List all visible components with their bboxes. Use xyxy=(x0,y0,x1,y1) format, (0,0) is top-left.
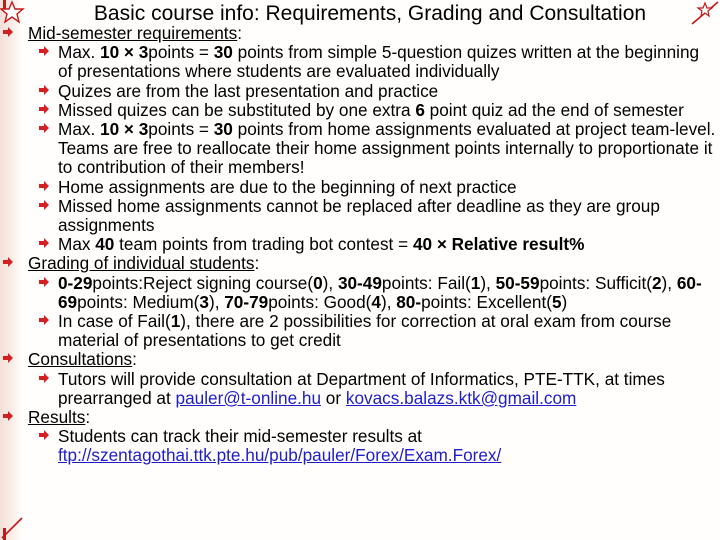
text: points: Medium( xyxy=(77,291,200,312)
text: ), xyxy=(380,291,397,312)
text: points from simple 5-question quizes written at the beginning of presentations where students are evaluated individually xyxy=(58,42,700,82)
text: Missed home assignments cannot be replaced after deadline as they are group assignments xyxy=(58,195,660,236)
text: ), xyxy=(480,272,496,293)
text: Home assignments are due to the beginning of next practice xyxy=(58,176,517,197)
section-consultations: Consultations: xyxy=(0,350,720,369)
arrow-bullet-icon xyxy=(38,276,50,288)
arrow-bullet-icon xyxy=(38,103,50,115)
section-results: Results: xyxy=(0,408,720,427)
text: Quizes are from the last presentation and practice xyxy=(58,80,439,101)
text: In case of Fail( xyxy=(58,311,171,332)
list-item xyxy=(0,197,720,235)
bold-value: 70-79 xyxy=(224,291,269,312)
section-heading: Results xyxy=(28,407,86,428)
text: point quiz ad the end of semester xyxy=(424,99,684,120)
arrow-bullet-icon xyxy=(38,180,50,192)
bold-value: 40 xyxy=(95,234,115,255)
list-item xyxy=(0,82,720,101)
text: points: Fail( xyxy=(381,272,471,293)
email-link-kovacs[interactable]: kovacs.balazs.ktk@gmail.com xyxy=(345,387,577,408)
bold-value: 80- xyxy=(396,291,422,312)
arrow-bullet-icon xyxy=(38,84,50,96)
text: or xyxy=(321,387,346,408)
section-grading: Grading of individual students: xyxy=(0,254,720,273)
arrow-bullet-icon xyxy=(38,429,50,441)
email-link-pauler[interactable]: pauler@t-online.hu xyxy=(175,387,322,408)
bold-value: 30 xyxy=(213,119,233,140)
section-heading: Consultations xyxy=(28,349,133,370)
arrow-bullet-icon xyxy=(38,45,50,57)
list-item xyxy=(0,235,720,254)
list-item xyxy=(0,427,720,465)
bold-value: 1 xyxy=(470,272,481,293)
bold-value: 40 × Relative result% xyxy=(412,234,585,255)
text: Max. xyxy=(58,119,101,140)
bold-value: 5 xyxy=(551,291,562,312)
text: ), xyxy=(661,272,677,293)
section-heading: Mid-semester requirements xyxy=(28,23,238,43)
text: points: Excellent( xyxy=(421,291,552,312)
text: points = xyxy=(148,42,214,63)
bold-value: 30-49 xyxy=(337,272,382,293)
text: points: Sufficit( xyxy=(539,272,652,293)
list-item xyxy=(0,274,720,312)
bold-value: 0 xyxy=(313,272,323,293)
text: Students can track their mid-semester results at xyxy=(58,426,422,447)
bold-value: 6 xyxy=(415,99,425,120)
bold-value: 1 xyxy=(170,311,181,332)
text: Missed quizes can be substituted by one extra xyxy=(58,99,416,120)
arrow-bullet-icon xyxy=(38,314,50,326)
text: points = xyxy=(148,119,214,140)
text: Max. xyxy=(58,42,101,63)
text: team points from trading bot contest = xyxy=(114,234,413,255)
section-heading: Grading of individual students xyxy=(28,253,255,274)
text: points: Good( xyxy=(268,291,372,312)
list-item xyxy=(0,101,720,120)
list-item xyxy=(0,370,720,408)
text: ) xyxy=(561,291,568,312)
arrow-bullet-icon xyxy=(38,122,50,134)
text: ), xyxy=(208,291,225,312)
arrow-bullet-icon xyxy=(2,352,14,364)
arrow-bullet-icon xyxy=(2,26,14,38)
text: ), xyxy=(322,272,338,293)
slide-title: Basic course info: Requirements, Grading and Consultation xyxy=(93,2,647,25)
text: Tutors will provide consultation at Department of Informatics, PTE-TTK, at times prearranged at xyxy=(58,368,665,408)
text: ), there are 2 possibilities for correction at oral exam from course material of presentations to get credit xyxy=(58,311,672,351)
bold-value: 50-59 xyxy=(495,272,540,293)
bold-value: 0-29 xyxy=(58,272,93,293)
arrow-bullet-icon xyxy=(38,199,50,211)
bold-value: 4 xyxy=(371,291,381,312)
list-item xyxy=(0,43,720,81)
arrow-bullet-icon xyxy=(38,372,50,384)
diagonal-corner-icon xyxy=(0,516,26,540)
bold-value: 30 xyxy=(213,42,233,63)
list-item xyxy=(0,178,720,197)
bold-value: 2 xyxy=(651,272,662,293)
star-corner-icon xyxy=(0,0,26,26)
bold-value: 10 × 3 xyxy=(100,42,149,63)
ftp-results-link[interactable]: ftp://szentagothai.ttk.pte.hu/pub/pauler/Forex/Exam.Forex/ xyxy=(58,445,502,466)
bold-value: 10 × 3 xyxy=(100,119,149,140)
text: Max xyxy=(58,234,96,255)
arrow-bullet-icon xyxy=(38,237,50,249)
text: points from home assignments evaluated at project team-level. Teams are free to reallocate their home assignment points internally to proportionate it to contribution of their members! xyxy=(58,119,716,178)
bold-value: 60-69 xyxy=(58,272,702,312)
slide-content xyxy=(0,24,720,466)
bold-value: 3 xyxy=(199,291,209,312)
list-item xyxy=(0,120,720,178)
list-item xyxy=(0,312,720,350)
section-midsemester: Mid-semester requirements: xyxy=(0,24,720,43)
text: points:Reject signing course( xyxy=(92,272,314,293)
arrow-bullet-icon xyxy=(2,410,14,422)
arrow-bullet-icon xyxy=(2,256,14,268)
